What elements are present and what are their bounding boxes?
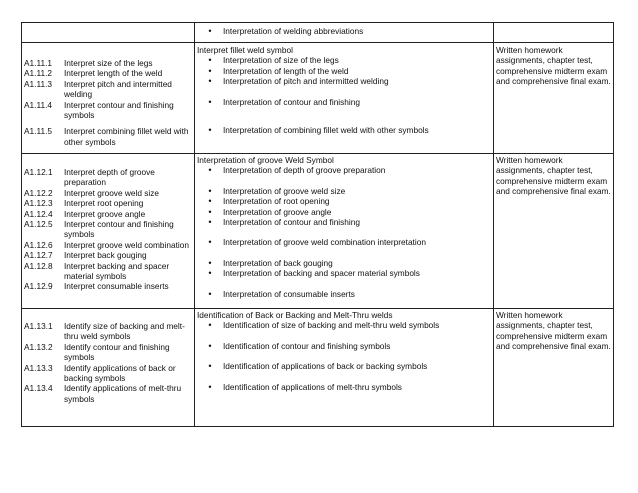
bullet-icon: • <box>208 76 212 87</box>
objective-item: A1.11.3 Interpret pitch and intermitted welding <box>24 78 172 100</box>
bullet-icon: • <box>208 65 212 76</box>
list-item: • Identification of applications of back or backing symbols <box>197 361 491 371</box>
bullet-icon: • <box>208 196 212 207</box>
list-item: • Identification of contour and finishing symbols <box>197 341 491 351</box>
objective-item: A1.13.4 Identify applications of melt-thru symbols <box>24 383 182 404</box>
objective-item: A1.11.5 Interpret combining fillet weld with other symbols <box>24 126 189 147</box>
bullet-icon: • <box>208 55 212 66</box>
content-cell <box>195 154 494 309</box>
objective-item: A1.12.8 Interpret backing and spacer material symbols <box>24 260 170 282</box>
objective-item: A1.12.3 Interpret root opening <box>24 198 144 209</box>
bullet-icon: • <box>208 381 212 392</box>
objective-item: A1.12.9 Interpret consumable inserts <box>24 281 169 292</box>
objective-item: A1.11.2 Interpret length of the weld <box>24 68 163 79</box>
evaluation-cell <box>494 154 614 309</box>
objectives-cell <box>22 309 195 427</box>
bullet-icon: • <box>208 217 212 228</box>
evaluation-cell <box>494 43 614 154</box>
list-item: • Interpretation of groove weld size <box>197 186 491 196</box>
list-item: • Interpretation of consumable inserts <box>197 289 491 299</box>
bullet-icon: • <box>208 206 212 217</box>
list-item: • Interpretation of root opening <box>197 196 491 206</box>
topic-title: Interpretation of groove Weld Symbol <box>197 155 334 165</box>
bullet-icon: • <box>208 237 212 248</box>
list-item: • Interpretation of backing and spacer material symbols <box>197 268 491 278</box>
objective-item: A1.13.2 Identify contour and finishing symbols <box>24 341 170 363</box>
list-item: • Interpretation of groove weld combination interpretation <box>197 237 491 247</box>
bullet-icon: • <box>208 125 212 136</box>
curriculum-table <box>21 22 614 427</box>
bullet-icon: • <box>208 320 212 331</box>
list-item: • Interpretation of contour and finishing <box>197 97 491 107</box>
list-item: • Interpretation of depth of groove preparation <box>197 165 491 175</box>
table-row <box>22 154 614 309</box>
list-item: • Identification of applications of melt-thru symbols <box>197 382 491 392</box>
objective-item: A1.13.3 Identify applications of back or backing symbols <box>24 362 176 384</box>
content-cell <box>195 309 494 427</box>
objective-item: A1.11.1 Interpret size of the legs <box>24 58 153 68</box>
list-item: • Identification of size of backing and melt-thru weld symbols <box>197 320 491 330</box>
bullet-icon: • <box>208 268 212 279</box>
objective-item: A1.12.4 Interpret groove angle <box>24 208 146 219</box>
list-item: • Interpretation of combining fillet weld with other symbols <box>197 125 491 135</box>
evaluation-cell <box>494 309 614 427</box>
objective-item: A1.12.6 Interpret groove weld combination <box>24 239 189 250</box>
objective-item: A1.13.1 Identify size of backing and melt-thru weld symbols <box>24 321 185 342</box>
topic-title: Identification of Back or Backing and Melt-Thru welds <box>197 310 393 320</box>
evaluation-text: Written homework assignments, chapter test, comprehensive midterm exam and comprehensive final exam. <box>496 310 611 352</box>
evaluation-text: Written homework assignments, chapter test, comprehensive midterm exam and comprehensive final exam. <box>496 155 611 197</box>
content-cell <box>195 23 494 43</box>
list-item: • Interpretation of contour and finishing <box>197 217 491 227</box>
objective-item: A1.12.7 Interpret back gouging <box>24 250 147 261</box>
objective-item: A1.12.1 Interpret depth of groove preparation <box>24 167 155 188</box>
table-row <box>22 43 614 154</box>
content-cell <box>195 43 494 154</box>
topic-title: Interpret fillet weld symbol <box>197 45 293 55</box>
evaluation-cell <box>494 23 614 43</box>
objective-item: A1.11.4 Interpret contour and finishing symbols <box>24 99 174 121</box>
list-item: • Interpretation of pitch and intermitted welding <box>197 76 491 86</box>
table-row <box>22 309 614 427</box>
bullet-icon: • <box>208 26 212 36</box>
bullet-icon: • <box>208 361 212 372</box>
bullet-icon: • <box>208 165 212 176</box>
objectives-cell <box>22 43 195 154</box>
list-item: • Interpretation of groove angle <box>197 207 491 217</box>
bullet-icon: • <box>208 340 212 351</box>
evaluation-text: Written homework assignments, chapter test, comprehensive midterm exam and comprehensive final exam. <box>496 45 611 87</box>
objectives-cell <box>22 154 195 309</box>
bullet-icon: • <box>208 96 212 107</box>
bullet-icon: • <box>208 288 212 299</box>
objective-item: A1.12.5 Interpret contour and finishing symbols <box>24 219 174 240</box>
objectives-cell <box>22 23 195 43</box>
bullet-icon: • <box>208 257 212 268</box>
objective-item: A1.12.2 Interpret groove weld size <box>24 187 160 198</box>
bullet-icon: • <box>208 185 212 196</box>
table-row <box>22 23 614 43</box>
list-item: • Interpretation of welding abbreviations <box>197 26 491 36</box>
list-item: • Interpretation of size of the legs <box>197 55 491 65</box>
list-item: • Interpretation of length of the weld <box>197 66 491 76</box>
list-item: • Interpretation of back gouging <box>197 258 491 268</box>
